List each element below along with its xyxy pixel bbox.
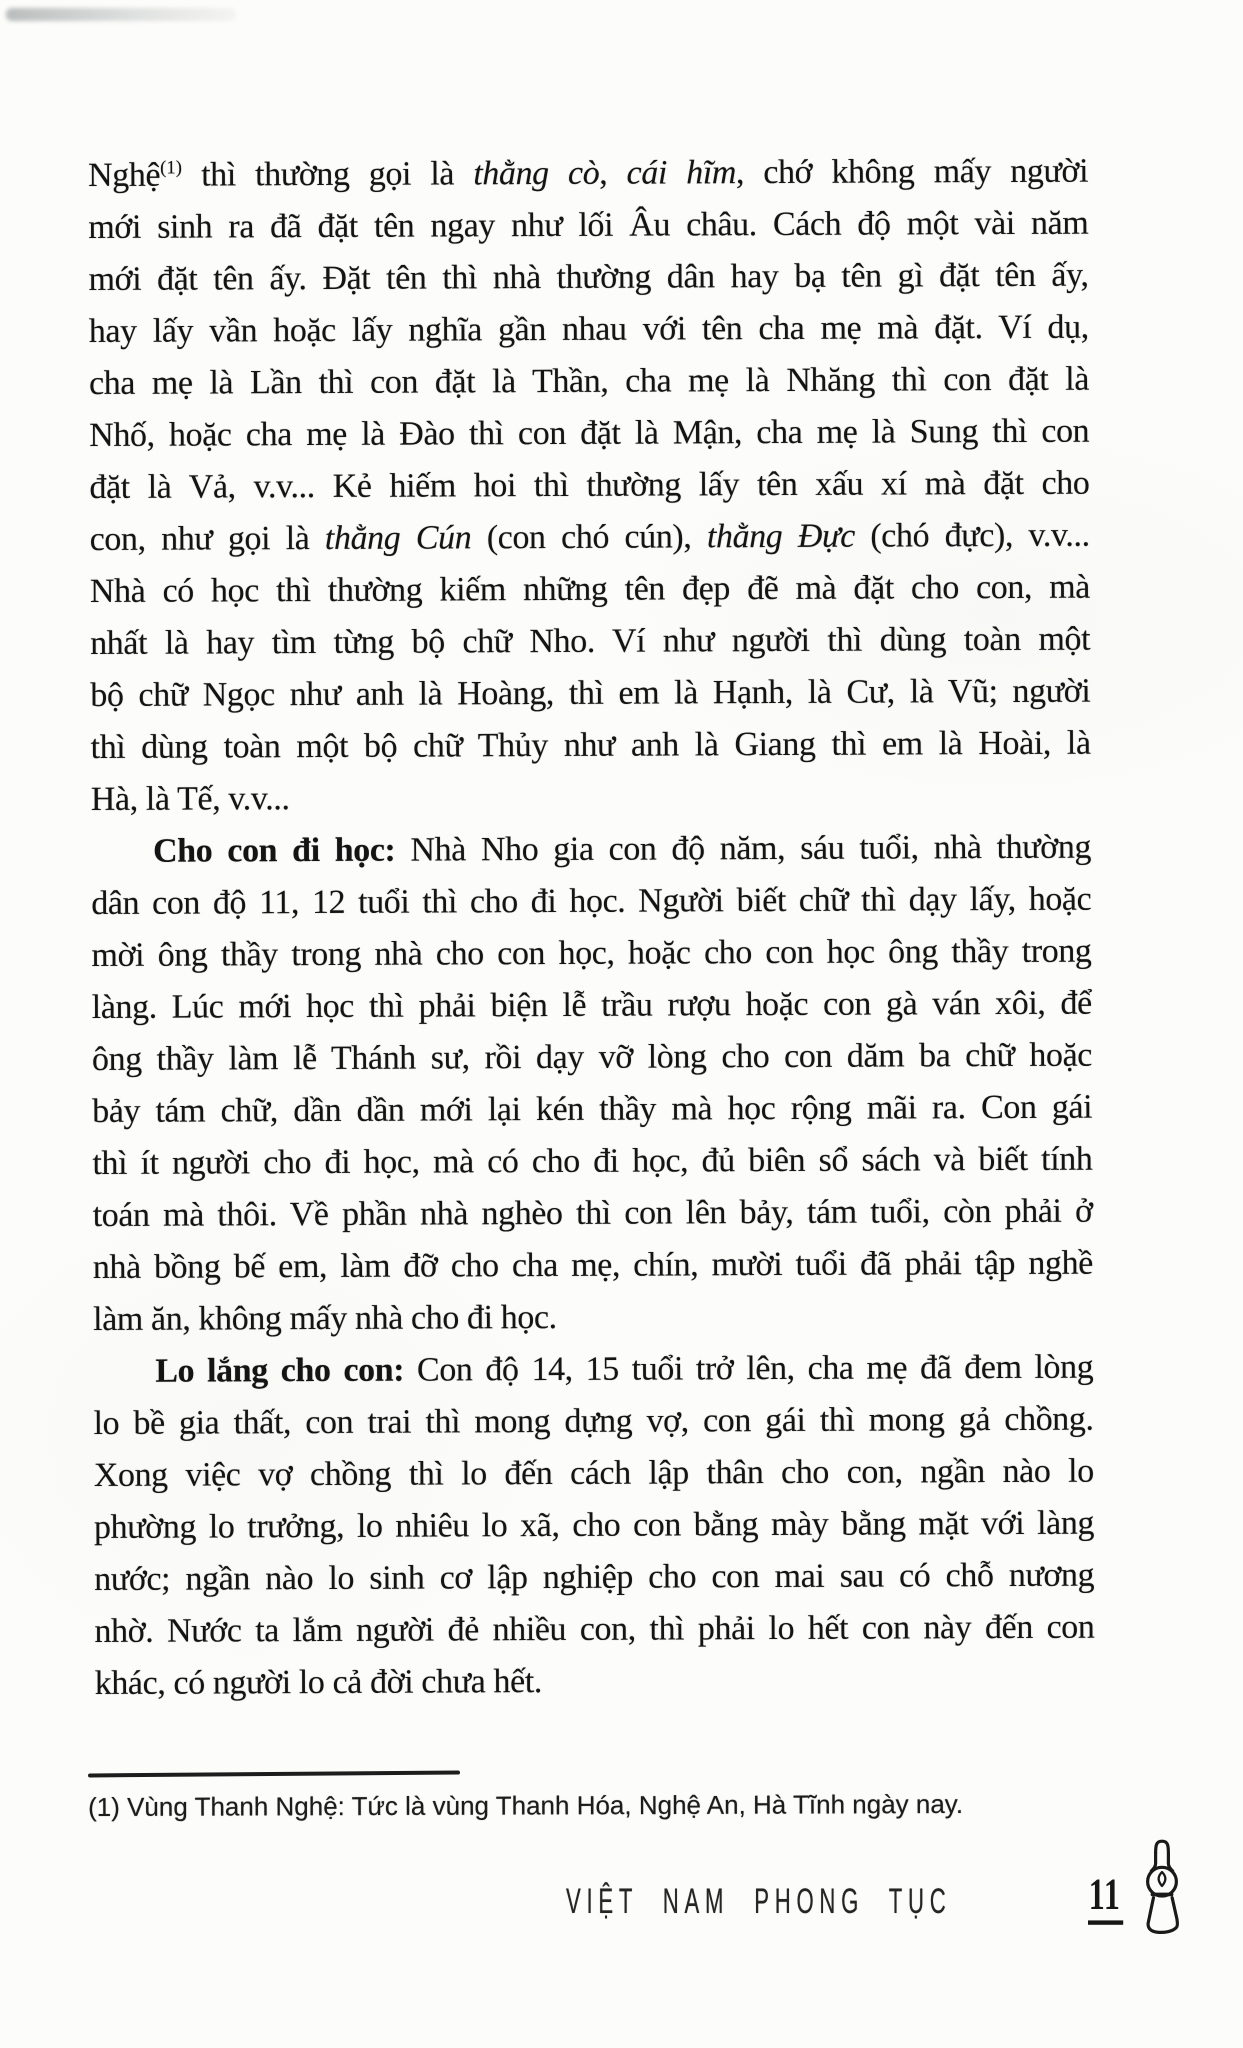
text-line: Cho con đi học: Nhà Nho gia con độ năm, sáu tuổi, nhà thường [152, 828, 1092, 870]
text-line: Hà, là Tế, v.v... [90, 780, 290, 818]
text-line: toán mà thôi. Về phần nhà nghèo thì con lên bảy, tám tuổi, còn phải ở [92, 1192, 1093, 1234]
text-line: làng. Lúc mới học thì phải biện lễ trầu rượu hoặc con gà ván xôi, để [91, 984, 1092, 1026]
text-line: ông thầy làm lễ Thánh sư, rồi dạy vỡ lòng cho con dăm ba chữ hoặc [91, 1036, 1093, 1078]
text-line: nhà bồng bế em, làm đỡ cho cha mẹ, chín, mười tuổi đã phải tập nghề [92, 1244, 1093, 1286]
scan-artifact [6, 8, 236, 21]
text-line: đặt là Vả, v.v... Kẻ hiếm hoi thì thường lấy tên xấu xí mà đặt cho [89, 464, 1090, 506]
text-line: Nghệ$^{(1)}$ thì thường gọi là thằng cò, cái hĩm, chớ không mấy người [88, 152, 1089, 194]
text-line: Xong việc vợ chồng thì lo đến cách lập thân cho con, ngần nào lo [93, 1452, 1094, 1494]
book-title: VIỆT NAM PHONG TỤC [566, 1882, 952, 1921]
text-line: khác, có người lo cả đời chưa hết. [94, 1663, 543, 1702]
body-text [88, 146, 1095, 1710]
text-line: con, như gọi là thằng Cún (con chó cún), thằng Đực (chó đực), v.v... [89, 516, 1090, 558]
text-line: nhờ. Nước ta lắm người đẻ nhiều con, thì phải lo hết con này đến con [94, 1608, 1095, 1650]
text-line: dân con độ 11, 12 tuổi thì cho đi học. Người biết chữ thì dạy lấy, hoặc [91, 880, 1092, 922]
text-line: lo bề gia thất, con trai thì mong dựng vợ, con gái thì mong gả chồng. [93, 1400, 1094, 1442]
footnote-rule [88, 1771, 460, 1778]
text-line: bộ chữ Ngọc như anh là Hoàng, thì em là Hạnh, là Cư, là Vũ; người [90, 672, 1091, 714]
text-line: Lo lắng cho con: Con độ 14, 15 tuổi trở lên, cha mẹ đã đem lòng [155, 1348, 1094, 1390]
text-line: Nhà có học thì thường kiếm những tên đẹp đẽ mà đặt cho con, mà [89, 568, 1090, 610]
text-line: thì ít người cho đi học, mà có cho đi học, đủ biên sổ sách và biết tính [92, 1140, 1093, 1182]
footnote: (1) Vùng Thanh Nghệ: Tức là vùng Thanh Hóa, Nghệ An, Hà Tĩnh ngày nay. [88, 1788, 964, 1822]
text-line: mới sinh ra đã đặt tên ngay như lối Âu châu. Cách độ một vài năm [88, 204, 1089, 246]
text-line: Nhố, hoặc cha mẹ là Đào thì con đặt là Mận, cha mẹ là Sung thì con [89, 412, 1090, 454]
text-line: nước; ngần nào lo sinh cơ lập nghiệp cho con mai sau có chỗ nương [94, 1556, 1095, 1598]
text-line: bảy tám chữ, dần dần mới lại kén thầy mà học rộng mãi ra. Con gái [92, 1088, 1093, 1130]
text-line: mới đặt tên ấy. Đặt tên thì nhà thường dân hay bạ tên gì đặt tên ấy, [88, 256, 1089, 298]
text-line: cha mẹ là Lần thì con đặt là Thần, cha mẹ là Nhăng thì con đặt là [88, 360, 1090, 402]
text-line: thì dùng toàn một bộ chữ Thủy như anh là Giang thì em là Hoài, là [90, 724, 1091, 766]
text-line: phường lo trưởng, lo nhiêu lo xã, cho con bằng mày bằng mặt với làng [93, 1504, 1095, 1546]
oil-lamp-icon [1130, 1838, 1194, 1936]
text-line: hay lấy vần hoặc lấy nghĩa gần nhau với tên cha mẹ mà đặt. Ví dụ, [88, 308, 1089, 350]
text-line: làm ăn, không mấy nhà cho đi học. [93, 1298, 557, 1338]
text-line: mời ông thầy trong nhà cho con học, hoặc cho con học ông thầy trong [91, 932, 1092, 974]
page-number: 11 [1088, 1872, 1123, 1925]
text-line: nhất là hay tìm từng bộ chữ Nho. Ví như người thì dùng toàn một [90, 620, 1091, 662]
